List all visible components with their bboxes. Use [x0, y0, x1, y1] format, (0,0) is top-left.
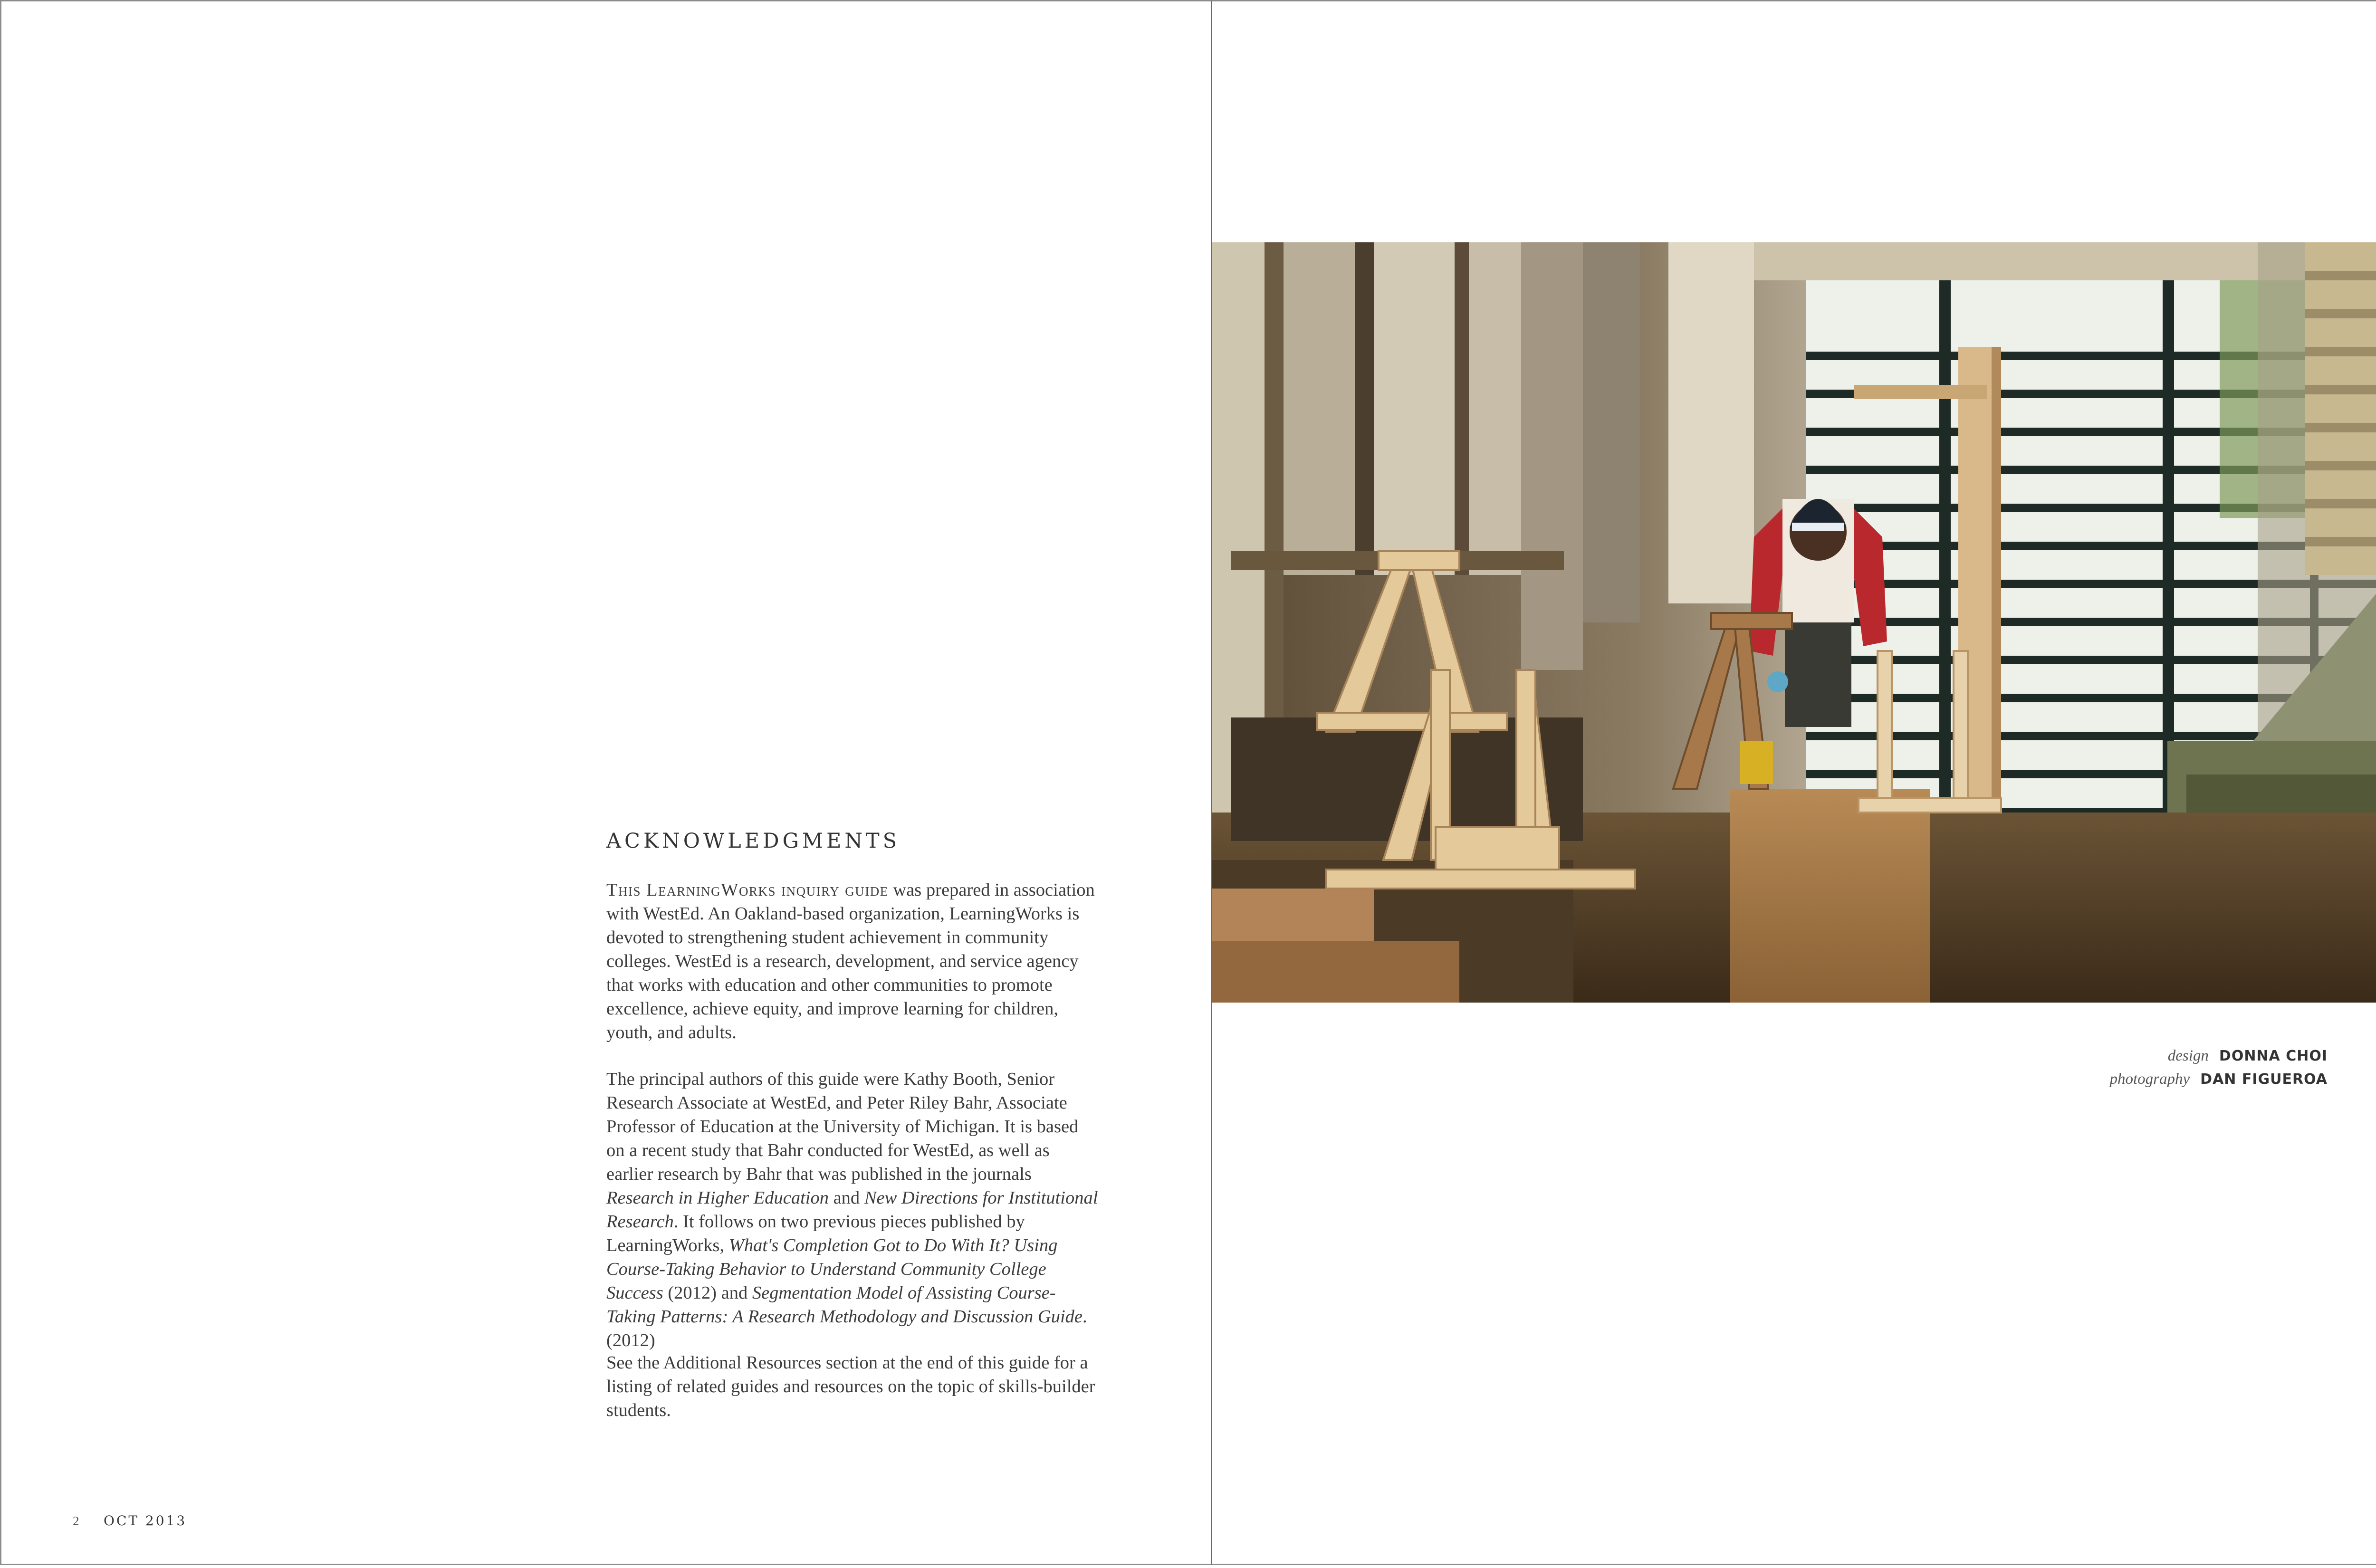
credit-design — [2110, 1044, 2328, 1067]
credit-name: DONNA CHOI — [2219, 1048, 2328, 1064]
paragraph-2-text-b: . It follows on two previous pieces published by LearningWorks, — [606, 1212, 1025, 1255]
credit-photography — [2110, 1067, 2328, 1090]
publication-title-1: What's Completion Got to Do With It? Using Course-Taking Behavior to Understand Community College Success — [606, 1235, 1058, 1303]
publication-year-2: . (2012) — [606, 1307, 1087, 1350]
publication-date: OCT 2013 — [104, 1513, 187, 1529]
credits-block — [2110, 1044, 2328, 1090]
acknowledgments-heading: ACKNOWLEDGMENTS — [606, 829, 901, 853]
paragraph-1-text: was prepared in association with WestEd. An Oakland-based organization, LearningWorks is devoted to strengthening student achievement in community colleges. WestEd is a research, development, and service agency that works with education and other communities to promote excellence, achieve equity, and improve learning for children, youth, and adults. — [606, 880, 1095, 1042]
woodshop-photo — [1212, 242, 2376, 1003]
acknowledgments-paragraph-3: See the Additional Resources section at the end of this guide for a listing of related guides and resources on the topic of skills-builder students. — [606, 1353, 1095, 1420]
journal-title-1: Research in Higher Education — [606, 1188, 829, 1208]
acknowledgments-paragraph-2 — [606, 1067, 1101, 1352]
journal-title-2: New Directions for Institutional Research — [606, 1188, 1098, 1232]
publication-title-2: Segmentation Model of Assisting Course-Taking Patterns: A Research Methodology and Discussion Guide — [606, 1283, 1083, 1327]
credit-role: design — [2167, 1047, 2209, 1064]
acknowledgments-paragraph-1 — [606, 878, 1101, 1044]
paragraph-2-and: and — [828, 1188, 864, 1208]
paragraph-2-text-a: The principal authors of this guide were Kathy Booth, Senior Research Associate at WestEd, and Peter Riley Bahr, Associate Professor of Education at the University of Michigan. It is based on a recent study that Bahr conducted for WestEd, as well as earlier research by Bahr that was published in the journals — [606, 1069, 1079, 1184]
credit-role: photography — [2109, 1071, 2190, 1088]
publication-year-1: (2012) and — [663, 1283, 752, 1303]
left-page-number: 2 — [73, 1514, 79, 1528]
woodshop-illustration — [1212, 242, 2376, 1003]
credit-name: DAN FIGUEROA — [2200, 1071, 2328, 1088]
lead-in-smallcaps: This LearningWorks inquiry guide — [606, 880, 889, 900]
